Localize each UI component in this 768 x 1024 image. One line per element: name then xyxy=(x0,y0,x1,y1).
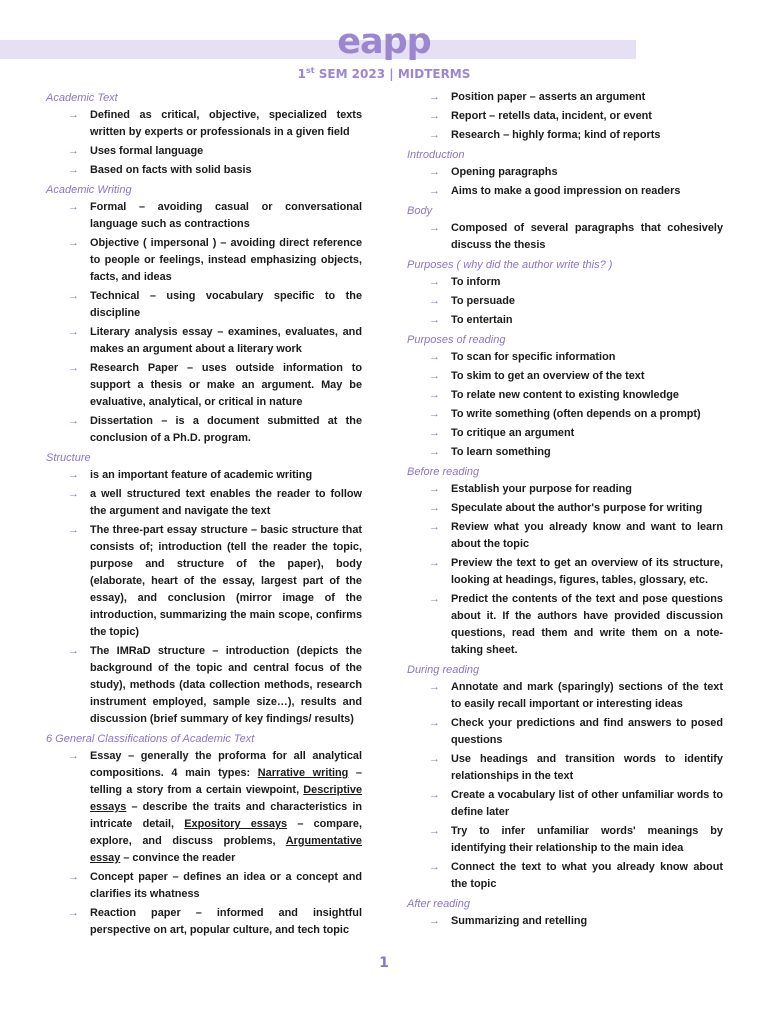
list-item xyxy=(46,467,362,484)
section-heading-before-reading: Before reading xyxy=(407,466,480,478)
section-heading-6-general-classifications-of-academic-text: 6 General Classifications of Academic Text xyxy=(46,733,255,745)
list-item xyxy=(407,481,723,498)
arrow-icon: → xyxy=(429,861,440,873)
list-item xyxy=(46,869,362,903)
list-item xyxy=(407,913,723,930)
arrow-icon: → xyxy=(429,446,440,458)
arrow-icon: → xyxy=(429,502,440,514)
list-item-text: To inform xyxy=(451,276,501,288)
underlined-term: Argumentative essay xyxy=(90,835,362,864)
bullet-list xyxy=(407,220,723,254)
list-item xyxy=(46,522,362,641)
list-item-text: To skim to get an overview of the text xyxy=(451,370,645,382)
arrow-icon: → xyxy=(429,427,440,439)
list-item-text: Objective ( impersonal ) – avoiding direct reference to people or feelings, instead emphasizing objects, facts, and ideas xyxy=(90,237,362,283)
list-item-text: Uses formal language xyxy=(90,145,204,157)
bullet-list xyxy=(407,481,723,659)
list-item xyxy=(407,751,723,785)
list-item xyxy=(46,143,362,160)
arrow-icon: → xyxy=(429,185,440,197)
list-item-text: The IMRaD structure – introduction (depicts the background of the topic and central focus of the study), methods (data collection methods, research instrument employed, sample size…), results and discussion (brief summary of key findings/ results) xyxy=(90,645,362,725)
arrow-icon: → xyxy=(429,314,440,326)
list-item xyxy=(46,107,362,141)
list-item xyxy=(407,500,723,517)
list-item-text: Report – retells data, incident, or event xyxy=(451,110,652,122)
list-item xyxy=(407,220,723,254)
section-heading-body: Body xyxy=(407,205,433,217)
bullet-list xyxy=(407,913,723,930)
section-heading-after-reading: After reading xyxy=(407,898,470,910)
bullet-list xyxy=(46,467,362,728)
underlined-term: Narrative writing xyxy=(257,767,349,779)
list-item-text: To write something (often depends on a prompt) xyxy=(451,408,701,420)
bullet-list xyxy=(407,89,723,144)
section-heading-purposes-of-reading: Purposes of reading xyxy=(407,334,506,346)
section-heading-structure: Structure xyxy=(46,452,91,464)
list-item xyxy=(407,368,723,385)
list-item-text: Reaction paper – informed and insightful perspective on art, popular culture, and tech topic xyxy=(90,907,362,936)
list-item xyxy=(407,425,723,442)
list-item-text: – compare, explore, and discuss problems, xyxy=(90,818,363,847)
arrow-icon: → xyxy=(429,789,440,801)
list-item xyxy=(407,127,723,144)
list-item-text: Formal – avoiding casual or conversational language such as contractions xyxy=(90,201,362,230)
list-item-text: Research – highly forma; kind of reports xyxy=(451,129,661,141)
list-item-text: Check your predictions and find answers to posed questions xyxy=(451,717,723,746)
arrow-icon: → xyxy=(68,907,79,919)
list-item-text: Aims to make a good impression on readers xyxy=(451,185,681,197)
list-item-text: Create a vocabulary list of other unfamiliar words to define later xyxy=(451,789,723,818)
list-item xyxy=(46,162,362,179)
arrow-icon: → xyxy=(68,290,79,302)
left-column xyxy=(46,89,362,941)
arrow-icon: → xyxy=(429,129,440,141)
list-item xyxy=(407,715,723,749)
arrow-icon: → xyxy=(68,237,79,249)
list-item-text: Establish your purpose for reading xyxy=(451,483,632,495)
list-item xyxy=(407,444,723,461)
list-item-text: – telling a story from a certain viewpoint, xyxy=(90,767,362,796)
list-item-text: The three-part essay structure – basic structure that consists of; introduction (tell the reader the topic, purpose and structure of the paper), body (elaborate, heart of the essay, largest part of the essay), and conclusion (mirror image of the introduction, summarizing the main scope, confirms the topic) xyxy=(90,524,362,638)
page-number: 1 xyxy=(379,955,389,971)
list-item xyxy=(46,199,362,233)
list-item-text: To persuade xyxy=(451,295,515,307)
arrow-icon: → xyxy=(429,557,440,569)
list-item-text: Based on facts with solid basis xyxy=(90,164,252,176)
arrow-icon: → xyxy=(429,110,440,122)
bullet-list xyxy=(407,274,723,329)
arrow-icon: → xyxy=(68,362,79,374)
arrow-icon: → xyxy=(68,326,79,338)
arrow-icon: → xyxy=(68,145,79,157)
list-item xyxy=(46,288,362,322)
arrow-icon: → xyxy=(68,469,79,481)
list-item xyxy=(46,413,362,447)
list-item xyxy=(46,486,362,520)
arrow-icon: → xyxy=(429,389,440,401)
arrow-icon: → xyxy=(68,164,79,176)
list-item xyxy=(407,164,723,181)
list-item-text: Literary analysis essay – examines, evaluates, and makes an argument about a literary work xyxy=(90,326,362,355)
list-item xyxy=(407,387,723,404)
list-item xyxy=(407,787,723,821)
list-item-text: is an important feature of academic writing xyxy=(90,469,313,481)
right-column xyxy=(407,89,723,932)
list-item-text: Essay – generally the proforma for all analytical compositions. 4 main types: xyxy=(90,750,362,779)
list-item xyxy=(407,555,723,589)
list-item xyxy=(407,312,723,329)
list-item xyxy=(407,108,723,125)
arrow-icon: → xyxy=(429,91,440,103)
arrow-icon: → xyxy=(429,521,440,533)
arrow-icon: → xyxy=(429,351,440,363)
list-item xyxy=(46,324,362,358)
list-item-text: Technical – using vocabulary specific to the discipline xyxy=(90,290,362,319)
list-item-text: Speculate about the author's purpose for writing xyxy=(451,502,703,514)
bullet-list xyxy=(46,748,362,939)
list-item-text: To entertain xyxy=(451,314,513,326)
list-item xyxy=(407,406,723,423)
list-item-text: Summarizing and retelling xyxy=(451,915,588,927)
arrow-icon: → xyxy=(68,645,79,657)
document-subtitle: 1st SEM 2023 | MIDTERMS xyxy=(297,66,471,81)
arrow-icon: → xyxy=(68,524,79,536)
list-item-text: To learn something xyxy=(451,446,551,458)
list-item xyxy=(407,89,723,106)
list-item xyxy=(407,519,723,553)
list-item-text: – convince the reader xyxy=(120,852,236,864)
underlined-term: Descriptive essays xyxy=(90,784,362,813)
bullet-list xyxy=(407,164,723,200)
arrow-icon: → xyxy=(429,593,440,605)
bullet-list xyxy=(407,349,723,461)
list-item xyxy=(407,293,723,310)
arrow-icon: → xyxy=(429,825,440,837)
list-item-text: a well structured text enables the reader to follow the argument and navigate the text xyxy=(90,488,362,517)
list-item xyxy=(407,679,723,713)
list-item xyxy=(46,360,362,411)
list-item-text: Opening paragraphs xyxy=(451,166,558,178)
list-item-text: Predict the contents of the text and pose questions about it. If the authors have provided discussion questions, read them and write them on a note-taking sheet. xyxy=(451,593,723,656)
list-item-text: Try to infer unfamiliar words' meanings by identifying their relationship to the main idea xyxy=(451,825,723,854)
section-heading-during-reading: During reading xyxy=(407,664,480,676)
list-item xyxy=(46,905,362,939)
arrow-icon: → xyxy=(429,915,440,927)
list-item-text: Preview the text to get an overview of its structure, looking at headings, figures, tables, glossary, etc. xyxy=(451,557,723,586)
arrow-icon: → xyxy=(429,717,440,729)
arrow-icon: → xyxy=(68,750,79,762)
list-item xyxy=(407,859,723,893)
arrow-icon: → xyxy=(68,871,79,883)
list-item-text: Annotate and mark (sparingly) sections of the text to easily recall important or interesting ideas xyxy=(451,681,723,710)
list-item-text: Defined as critical, objective, specialized texts written by experts or professionals in a given field xyxy=(90,109,362,138)
arrow-icon: → xyxy=(68,109,79,121)
list-item-text: Research Paper – uses outside information to support a thesis or make an argument. May be evaluative, analytical, or critical in nature xyxy=(90,362,362,408)
list-item-text: Review what you already know and want to learn about the topic xyxy=(451,521,723,550)
arrow-icon: → xyxy=(68,415,79,427)
list-item-text: Dissertation – is a document submitted at the conclusion of a Ph.D. program. xyxy=(90,415,362,444)
arrow-icon: → xyxy=(429,681,440,693)
list-item-text: Position paper – asserts an argument xyxy=(451,91,646,103)
list-item-text: Connect the text to what you already know about the topic xyxy=(451,861,723,890)
section-heading-academic-writing: Academic Writing xyxy=(46,184,132,196)
list-item-text: To relate new content to existing knowledge xyxy=(451,389,679,401)
bullet-list xyxy=(46,199,362,447)
arrow-icon: → xyxy=(429,276,440,288)
arrow-icon: → xyxy=(429,408,440,420)
list-item xyxy=(46,643,362,728)
list-item-text: To scan for specific information xyxy=(451,351,616,363)
arrow-icon: → xyxy=(68,201,79,213)
list-item-text: To critique an argument xyxy=(451,427,575,439)
list-item xyxy=(407,183,723,200)
section-heading-purposes-why-did-the-author-write-this: Purposes ( why did the author write this? ) xyxy=(407,259,613,271)
underlined-term: Expository essays xyxy=(184,818,288,830)
arrow-icon: → xyxy=(429,483,440,495)
list-item-text: Concept paper – defines an idea or a concept and clarifies its whatness xyxy=(90,871,362,900)
section-heading-introduction: Introduction xyxy=(407,149,465,161)
section-heading-academic-text: Academic Text xyxy=(46,92,118,104)
list-item xyxy=(407,591,723,659)
arrow-icon: → xyxy=(68,488,79,500)
list-item xyxy=(407,349,723,366)
arrow-icon: → xyxy=(429,222,440,234)
bullet-list xyxy=(46,107,362,179)
list-item-text: Composed of several paragraphs that cohesively discuss the thesis xyxy=(451,222,723,251)
arrow-icon: → xyxy=(429,753,440,765)
list-item xyxy=(407,823,723,857)
arrow-icon: → xyxy=(429,370,440,382)
arrow-icon: → xyxy=(429,295,440,307)
list-item-text: – describe the traits and characteristics in intricate detail, xyxy=(90,801,362,830)
document-title: eapp xyxy=(337,22,431,62)
arrow-icon: → xyxy=(429,166,440,178)
list-item xyxy=(46,748,362,867)
list-item xyxy=(407,274,723,291)
list-item xyxy=(46,235,362,286)
bullet-list xyxy=(407,679,723,893)
list-item-text: Use headings and transition words to identify relationships in the text xyxy=(451,753,723,782)
